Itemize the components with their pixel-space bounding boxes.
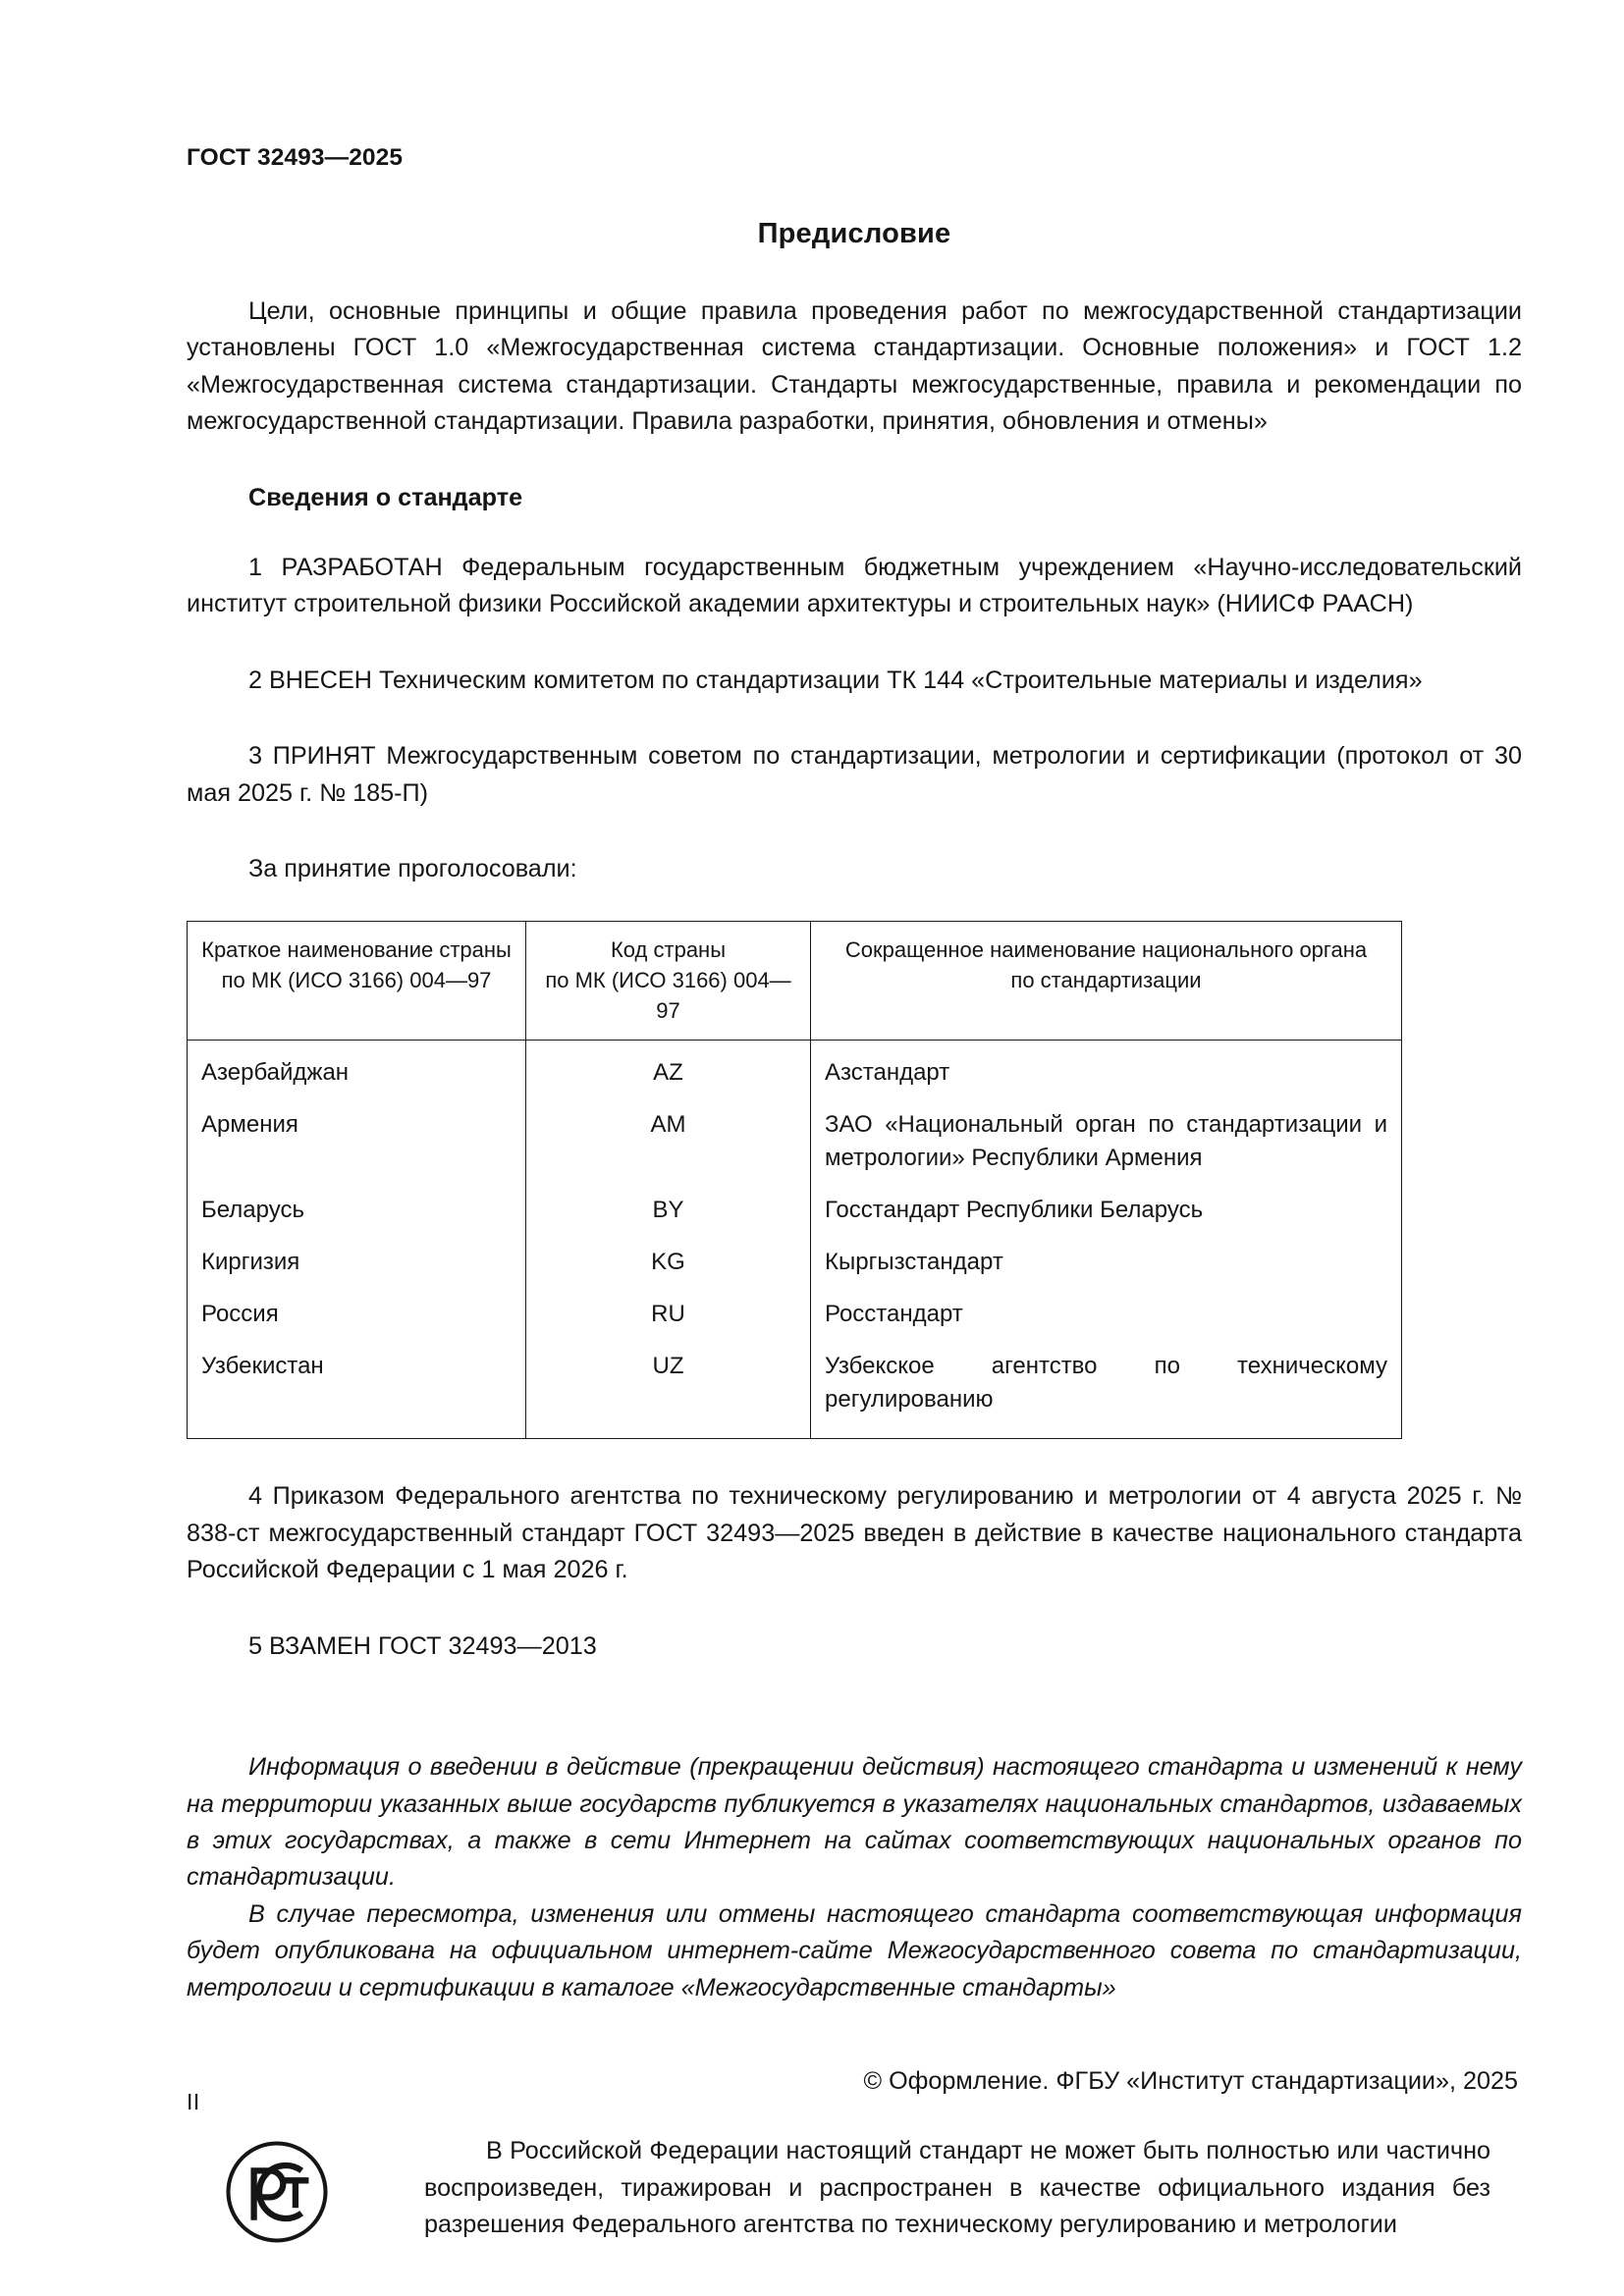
section-heading-standard-info: Сведения о стандарте xyxy=(248,483,523,511)
cell-country-code: UZ xyxy=(526,1341,811,1439)
table-row xyxy=(188,1185,1402,1237)
cell-country-name: Беларусь xyxy=(188,1185,526,1237)
cell-country-name: Киргизия xyxy=(188,1237,526,1289)
rst-emblem-icon xyxy=(224,2139,330,2245)
cell-country-code: BY xyxy=(526,1185,811,1237)
copyright-line: © Оформление. ФГБУ «Институт стандартизации», 2025 xyxy=(863,2066,1518,2095)
table-row xyxy=(188,1041,1402,1100)
running-header-standard-ref: ГОСТ 32493—2025 xyxy=(187,144,404,171)
cell-country-name: Азербайджан xyxy=(188,1041,526,1100)
cell-national-body: Узбекское агентство по техническому регулированию xyxy=(811,1341,1402,1439)
clause-2-submitted-by: 2 ВНЕСЕН Техническим комитетом по стандартизации ТК 144 «Строительные материалы и изделия» xyxy=(248,666,1423,694)
footer-reproduction-notice: В Российской Федерации настоящий стандарт не может быть полностью или частично воспроизведен, тиражирован и распространен в качестве официального издания без разрешения Федерального агентства по техническому регулированию и метрологии xyxy=(424,2137,1490,2239)
intro-paragraph: Цели, основные принципы и общие правила проведения работ по межгосударственной стандартизации установлены ГОСТ 1.0 «Межгосударственная система стандартизации. Основные положения» и ГОСТ 1.2 «Межгосударственная система стандартизации. Стандарты межгосударственные, правила и рекомендации по межгосударственной стандартизации. Правила разработки, принятия, обновления и отмены» xyxy=(187,297,1522,436)
clause-3-adopted-by: 3 ПРИНЯТ Межгосударственным советом по стандартизации, метрологии и сертификации (протокол от 30 мая 2025 г. № 185-П) xyxy=(187,742,1522,807)
table-row xyxy=(188,1099,1402,1185)
cell-country-code: KG xyxy=(526,1237,811,1289)
column-header-line-1: Код страны xyxy=(610,937,727,963)
cell-national-body: ЗАО «Национальный орган по стандартизации и метрологии» Республики Армения xyxy=(811,1099,1402,1185)
column-header-line-1: Краткое наименование страны xyxy=(201,937,512,963)
clause-4-order-of-rosstandart: 4 Приказом Федерального агентства по техническому регулированию и метрологии от 4 августа 2025 г. № 838-ст межгосударственный стандарт ГОСТ 32493—2025 введен в действие в качестве национального стандарта Российской Федерации с 1 мая 2026 г. xyxy=(187,1482,1522,1584)
page-sheet xyxy=(187,0,1522,2296)
cell-national-body: Росстандарт xyxy=(811,1289,1402,1341)
table-row xyxy=(188,1289,1402,1341)
column-header-line-1: Сокращенное наименование национального органа xyxy=(844,937,1368,963)
column-header-country-name xyxy=(188,922,526,1041)
note-information-publication: Информация о введении в действие (прекращении действия) настоящего стандарта и изменений к нему на территории указанных выше государств публикуется в указателях национальных стандартов, издаваемых в этих государствах, а также в сети Интернет на сайтах соответствующих национальных органов по стандартизации. xyxy=(187,1753,1522,1892)
vote-intro-text: За принятие проголосовали: xyxy=(248,855,577,883)
page-number: II xyxy=(187,2089,200,2114)
cell-country-name: Узбекистан xyxy=(188,1341,526,1439)
cell-country-code: RU xyxy=(526,1289,811,1341)
table-row xyxy=(188,1237,1402,1289)
voting-countries-table xyxy=(187,921,1402,1439)
page-content xyxy=(187,204,1522,2296)
cell-country-name: Россия xyxy=(188,1289,526,1341)
cell-national-body: Кыргызстандарт xyxy=(811,1237,1402,1289)
column-header-line-2: по МК (ИСО 3166) 004—97 xyxy=(221,968,492,993)
cell-national-body: Азстандарт xyxy=(811,1041,1402,1100)
column-header-country-code xyxy=(526,922,811,1041)
clause-1-developed-by: 1 РАЗРАБОТАН Федеральным государственным бюджетным учреждением «Научно-исследовательский институт строительной физики Российской академии архитектуры и строительных наук» (НИИСФ РААСН) xyxy=(187,554,1522,618)
table-row xyxy=(188,1341,1402,1439)
cell-country-code: AM xyxy=(526,1099,811,1185)
cell-country-name: Армения xyxy=(188,1099,526,1185)
clause-5-replaces: 5 ВЗАМЕН ГОСТ 32493—2013 xyxy=(248,1631,597,1660)
table-header-row xyxy=(188,922,1402,1041)
cell-country-code: AZ xyxy=(526,1041,811,1100)
column-header-line-2: по МК (ИСО 3166) 004—97 xyxy=(545,968,791,1024)
column-header-line-2: по стандартизации xyxy=(1010,968,1202,993)
note-revision-cancellation: В случае пересмотра, изменения или отмены настоящего стандарта соответствующая информация будет опубликована на официальном интернет-сайте Межгосударственного совета по стандартизации, метрологии и сертификации в каталоге «Межгосударственные стандарты» xyxy=(187,1899,1522,2002)
footer-notice-block xyxy=(187,2133,1522,2296)
column-header-national-body xyxy=(811,922,1402,1041)
cell-national-body: Госстандарт Республики Беларусь xyxy=(811,1185,1402,1237)
page-title: Предисловие xyxy=(757,218,951,249)
